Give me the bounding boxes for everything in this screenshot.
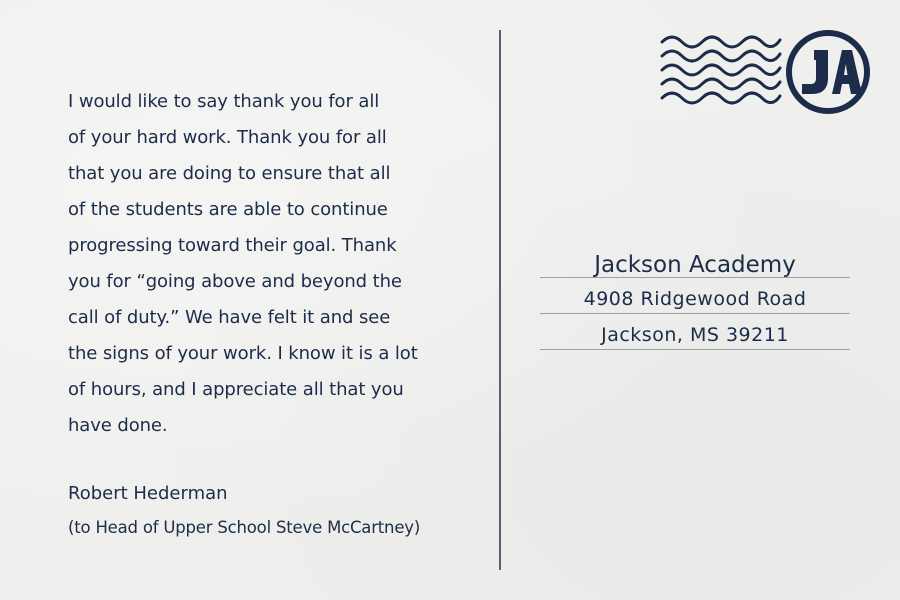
message-line: I would like to say thank you for all bbox=[68, 91, 380, 112]
message-line: progressing toward their goal. Thank bbox=[68, 235, 397, 256]
signature-block bbox=[68, 478, 488, 546]
address-recipient: Jackson Academy bbox=[540, 244, 850, 278]
address-city: Jackson, MS 39211 bbox=[540, 314, 850, 350]
message-body bbox=[68, 84, 468, 444]
address-street: 4908 Ridgewood Road bbox=[540, 278, 850, 314]
postmark-wave-icon bbox=[658, 30, 783, 110]
signature-note: (to Head of Upper School Steve McCartney) bbox=[68, 518, 421, 537]
message-line: of your hard work. Thank you for all bbox=[68, 127, 387, 148]
jackson-academy-logo bbox=[784, 28, 872, 116]
signature-name: Robert Hederman bbox=[68, 483, 228, 504]
message-line: have done. bbox=[68, 415, 168, 436]
mailing-address bbox=[540, 244, 850, 350]
postcard-divider bbox=[499, 30, 501, 570]
message-line: that you are doing to ensure that all bbox=[68, 163, 391, 184]
message-line: of hours, and I appreciate all that you bbox=[68, 379, 404, 400]
message-line: you for “going above and beyond the bbox=[68, 271, 402, 292]
message-line: of the students are able to continue bbox=[68, 199, 388, 220]
message-line: the signs of your work. I know it is a lot bbox=[68, 343, 418, 364]
message-line: call of duty.” We have felt it and see bbox=[68, 307, 391, 328]
